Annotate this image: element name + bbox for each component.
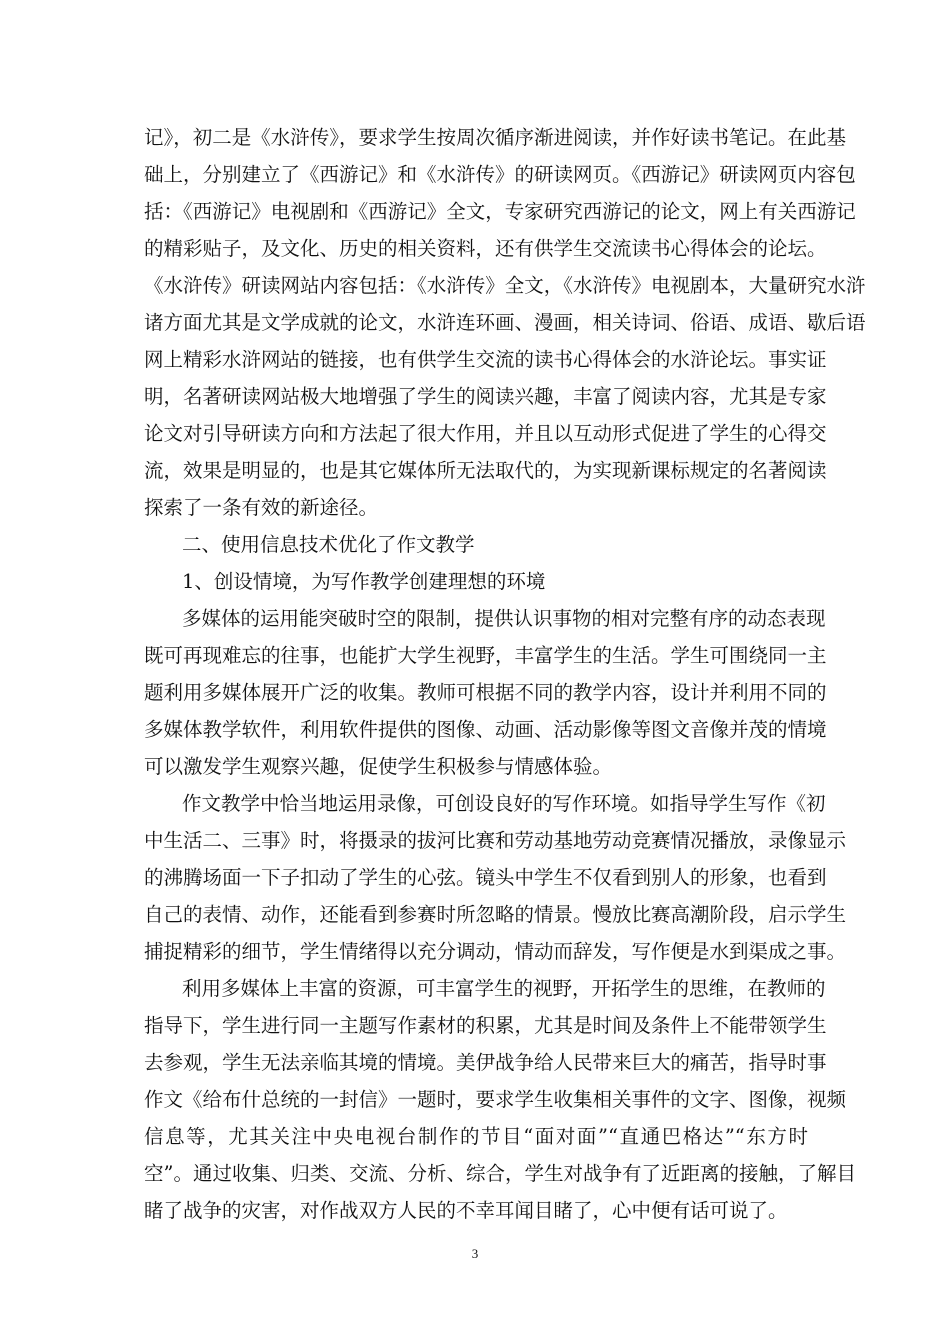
text-line: 可以激发学生观察兴趣，促使学生积极参与情感体验。 [144, 755, 613, 778]
text-line: 中生活二、三事》时，将摄录的拔河比赛和劳动基地劳动竞赛情况播放，录像显示 [144, 829, 847, 852]
text-line: 捕捉精彩的细节，学生情绪得以充分调动，情动而辞发，写作便是水到渠成之事。 [144, 940, 847, 963]
text-line: 作文《给布什总统的一封信》一题时，要求学生收集相关事件的文字、图像，视频 [144, 1088, 847, 1111]
text-line: 睹了战争的灾害，对作战双方人民的不幸耳闻目睹了，心中便有话可说了。 [144, 1199, 788, 1222]
text-line: 的精彩贴子，及文化、历史的相关资料，还有供学生交流读书心得体会的论坛。 [144, 237, 827, 260]
text-line: 空”。通过收集、归类、交流、分析、综合，学生对战争有了近距离的接触，了解目 [144, 1162, 856, 1185]
text-line: 信息等，尤其关注中央电视台制作的节目“面对面”“直通巴格达”“东方时 [144, 1125, 808, 1148]
text-line: 础上，分别建立了《西游记》和《水浒传》的研读网页。《西游记》研读网页内容包 [144, 163, 856, 186]
subsection-heading: 1、创设情境，为写作教学创建理想的环境 [182, 570, 546, 593]
text-line: 论文对引导研读方向和方法起了很大作用，并且以互动形式促进了学生的心得交 [144, 422, 827, 445]
text-line: 括：《西游记》电视剧和《西游记》全文，专家研究西游记的论文，网上有关西游记 [144, 200, 856, 223]
text-line: 既可再现难忘的往事，也能扩大学生视野，丰富学生的生活。学生可围绕同一主 [144, 644, 827, 667]
text-line: 指导下，学生进行同一主题写作素材的积累，尤其是时间及条件上不能带领学生 [144, 1014, 827, 1037]
text-line: 去参观，学生无法亲临其境的情境。美伊战争给人民带来巨大的痛苦，指导时事 [144, 1051, 827, 1074]
text-line: 多媒体教学软件，利用软件提供的图像、动画、活动影像等图文音像并茂的情境 [144, 718, 827, 741]
text-line: 诸方面尤其是文学成就的论文，水浒连环画、漫画，相关诗词、俗语、成语、歇后语 [144, 311, 866, 334]
text-line: 探索了一条有效的新途径。 [144, 496, 379, 519]
text-line: 利用多媒体上丰富的资源，可丰富学生的视野，开拓学生的思维，在教师的 [182, 977, 826, 1000]
text-line: 《水浒传》研读网站内容包括：《水浒传》全文，《水浒传》电视剧本，大量研究水浒 [144, 274, 866, 297]
text-line: 多媒体的运用能突破时空的限制，提供认识事物的相对完整有序的动态表现 [182, 607, 826, 630]
text-line: 题利用多媒体展开广泛的收集。教师可根据不同的教学内容，设计并利用不同的 [144, 681, 827, 704]
text-line: 明，名著研读网站极大地增强了学生的阅读兴趣，丰富了阅读内容，尤其是专家 [144, 385, 827, 408]
section-heading: 二、使用信息技术优化了作文教学 [182, 533, 475, 556]
text-line: 的沸腾场面一下子扣动了学生的心弦。镜头中学生不仅看到别人的形象，也看到 [144, 866, 827, 889]
text-line: 自己的表情、动作，还能看到参赛时所忽略的情景。慢放比赛高潮阶段，启示学生 [144, 903, 847, 926]
text-line: 网上精彩水浒网站的链接，也有供学生交流的读书心得体会的水浒论坛。事实证 [144, 348, 827, 371]
text-line: 记》，初二是《水浒传》，要求学生按周次循序渐进阅读，并作好读书笔记。在此基 [144, 126, 847, 149]
text-line: 作文教学中恰当地运用录像，可创设良好的写作环境。如指导学生写作《初 [182, 792, 826, 815]
text-line: 流，效果是明显的，也是其它媒体所无法取代的，为实现新课标规定的名著阅读 [144, 459, 827, 482]
page-number: 3 [471, 1246, 479, 1261]
